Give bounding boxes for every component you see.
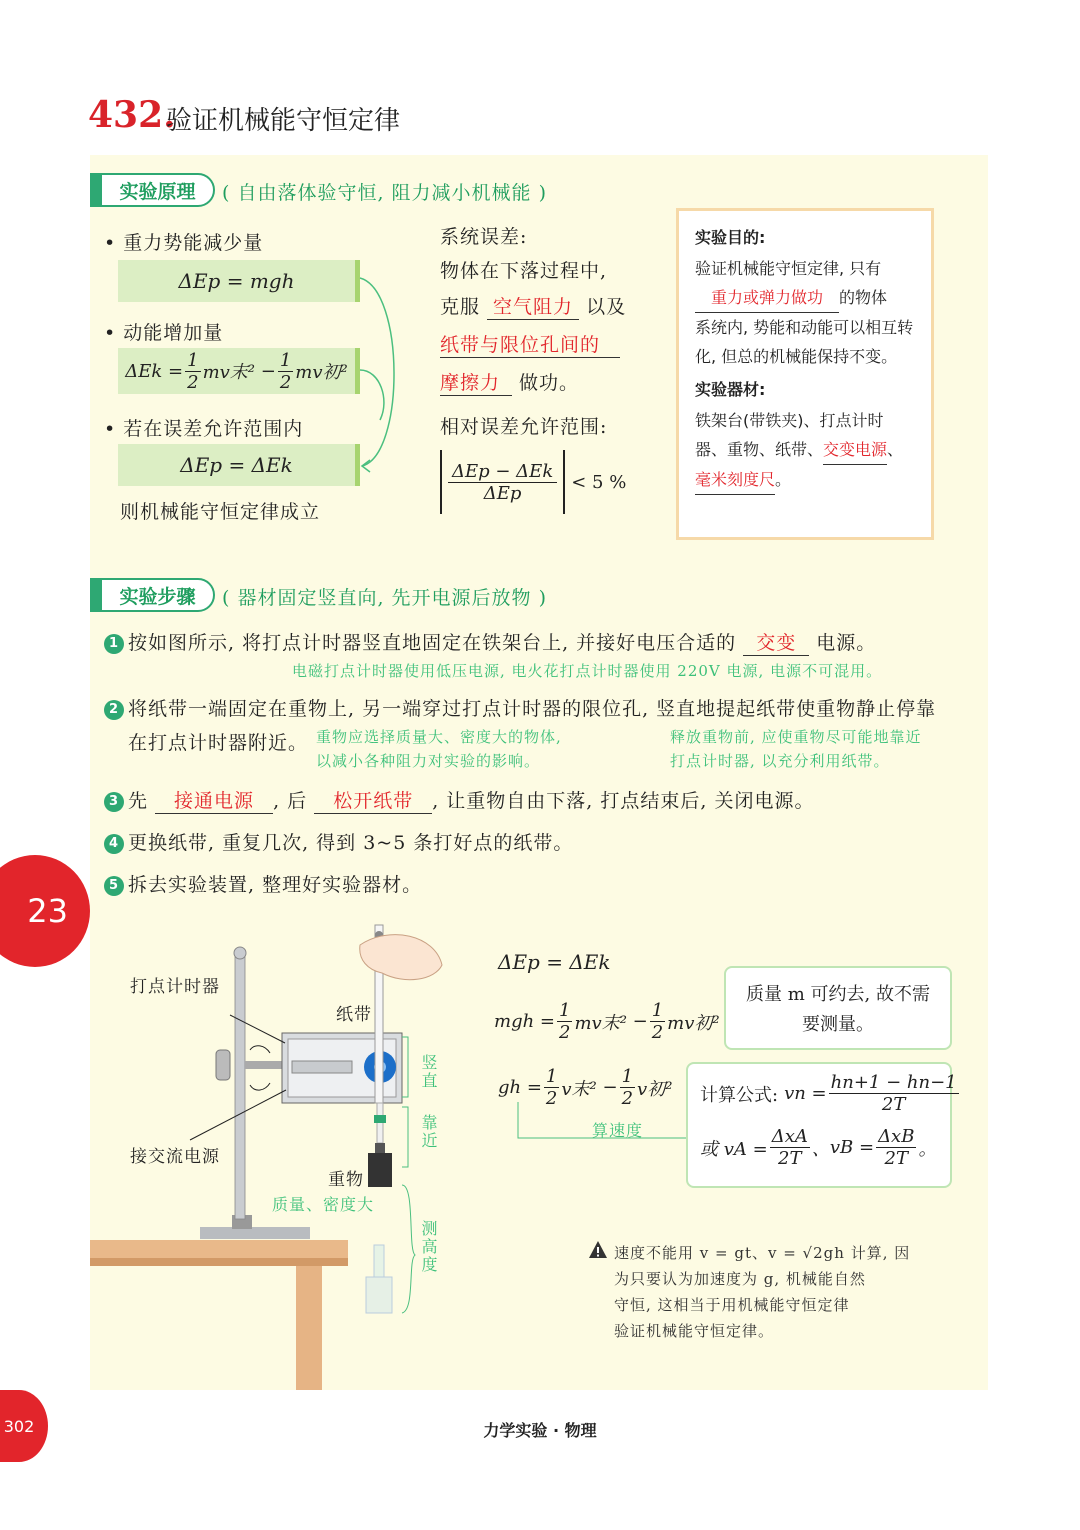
- label-near: 靠近: [419, 1114, 438, 1150]
- calc-eq-g: gh = $\frac{1}{2}$ v末² − $\frac{1}{2}$ v初²: [498, 1066, 673, 1109]
- half-fraction-2: $\frac{1}{2}$: [279, 349, 292, 393]
- steps-tag-bar: [90, 578, 100, 612]
- range-numerator: ΔEp − ΔEk: [448, 461, 557, 483]
- formula-vn: 计算公式: vn = $\frac{hn+1 - hn-1}{2T}$: [700, 1072, 957, 1115]
- label-tape: 纸带: [336, 1005, 372, 1025]
- step-2-note-2b: 打点计时器, 以充分利用纸带。: [670, 752, 890, 770]
- goal-heading: 实验目的:: [695, 228, 766, 247]
- eq-kinetic-v2: mv初²: [295, 362, 348, 383]
- page-number: 302: [3, 1416, 35, 1436]
- blank-friction: 摩擦力: [440, 368, 512, 396]
- step-1: 1 按如图所示, 将打点计时器竖直地固定在铁架台上, 并接好电压合适的 交变 电源。: [104, 628, 876, 656]
- g-half: $\frac{1}{2}$: [545, 1066, 558, 1109]
- blank-air-resistance: 空气阻力: [487, 292, 579, 320]
- step-2b: 在打点计时器附近。: [128, 732, 309, 754]
- label-power: 接交流电源: [130, 1147, 220, 1167]
- mass-half: $\frac{1}{2}$: [559, 1000, 571, 1043]
- g-half-2: $\frac{1}{2}$: [621, 1066, 634, 1109]
- bullet-potential: • 重力势能减少量: [104, 232, 264, 254]
- principle-note: ( 自由落体验守恒, 阻力减小机械能 ): [222, 182, 547, 204]
- label-vertical: 竖直: [419, 1054, 438, 1090]
- step-2-number: 2: [104, 700, 124, 720]
- step-4: 4 更换纸带, 重复几次, 得到 3~5 条打好点的纸带。: [104, 828, 573, 855]
- vn-fraction: $\frac{hn+1 - hn-1}{2T}$: [830, 1072, 957, 1115]
- equipment-heading: 实验器材:: [695, 380, 766, 399]
- blank-only-gravity: 重力或弹力做功: [695, 283, 839, 313]
- chapter-number: 23: [27, 892, 68, 930]
- error-line1: 物体在下落过程中,: [440, 260, 608, 282]
- step-2-note-1b: 以减小各种阻力对实验的影响。: [316, 752, 541, 770]
- eq-potential: ΔEp = mgh: [118, 260, 360, 302]
- formula-va-vb: 或 vA = $\frac{\text{ΔxA}}{2T}$ 、 vB = $\frac{\text{ΔxB}}{2T}$ 。: [700, 1126, 937, 1169]
- calc-eq-mass: mgh = $\frac{1}{2}$ mv末² − $\frac{1}{2}$ mv初²: [494, 1000, 720, 1043]
- g-v1: v末²: [561, 1078, 597, 1100]
- eq-kinetic-left: ΔEk =: [125, 360, 184, 382]
- blank-release: 松开纸带: [314, 786, 432, 814]
- chapter-tab: [0, 855, 90, 967]
- label-weight-note: 质量、密度大: [272, 1195, 375, 1214]
- vb-fraction: $\frac{\text{ΔxB}}{2T}$: [878, 1126, 915, 1169]
- blank-ac-power: 交变电源: [823, 435, 887, 465]
- error-line3: [440, 330, 620, 358]
- eq-kinetic-v1: mv末²: [202, 362, 256, 383]
- blank-tape-friction: 纸带与限位孔间的: [440, 330, 620, 358]
- step-5: 5 拆去实验装置, 整理好实验器材。: [104, 870, 422, 897]
- steps-tag: 实验步骤: [100, 578, 215, 612]
- range-title: 相对误差允许范围:: [440, 416, 608, 438]
- label-weight: 重物: [328, 1170, 364, 1190]
- range-limit: < 5 %: [571, 471, 627, 493]
- calc-eq-top: ΔEp = ΔEk: [498, 950, 611, 974]
- step-3: 3 先 接通电源 , 后 松开纸带 , 让重物自由下落, 打点结束后, 关闭电源。: [104, 786, 814, 814]
- mass-note: 质量 m 可约去, 故不需要测量。: [746, 984, 930, 1035]
- step-3-number: 3: [104, 792, 124, 812]
- footer-title: 力学实验 · 物理: [483, 1421, 597, 1440]
- eq-kinetic: ΔEk = $\frac{1}{2}$ mv末² − $\frac{1}{2}$ mv初²: [118, 348, 360, 394]
- label-timer: 打点计时器: [130, 977, 220, 997]
- step-5-number: 5: [104, 876, 124, 896]
- blank-ac: 交变: [743, 628, 809, 656]
- range-denominator: ΔEp: [483, 482, 522, 504]
- goal-text: 验证机械能守恒定律, 只有 重力或弹力做功 的物体 系统内, 势能和动能可以相互转化, 但总的机械能保持不变。: [695, 259, 914, 366]
- blank-turn-on: 接通电源: [155, 786, 273, 814]
- step-1-number: 1: [104, 634, 124, 654]
- warning-icon: [588, 1240, 608, 1260]
- mass-v1: mv末²: [574, 1012, 627, 1034]
- conclusion: 则机械能守恒定律成立: [120, 501, 321, 523]
- connector-arcs: [350, 270, 410, 480]
- bullet-kinetic: • 动能增加量: [104, 322, 224, 344]
- mass-v2: mv初²: [667, 1012, 720, 1034]
- step-2-note-2a: 释放重物前, 应使重物尽可能地靠近: [670, 728, 922, 746]
- range-formula: [440, 450, 626, 514]
- mass-note-box: [724, 966, 952, 1050]
- eq-equal: ΔEp = ΔEk: [118, 444, 360, 486]
- step-2-note-1a: 重物应选择质量大、密度大的物体,: [316, 728, 562, 746]
- label-height: 测高度: [419, 1220, 438, 1274]
- mass-half-2: $\frac{1}{2}$: [651, 1000, 664, 1043]
- step-4-number: 4: [104, 834, 124, 854]
- warning-text: 速度不能用 v = gt、v = √2gh 计算, 因 为只要认为加速度为 g, 机械能自然 守恒, 这相当于用机械能守恒定律 验证机械能守恒定律。: [614, 1244, 911, 1340]
- va-fraction: $\frac{\text{ΔxA}}{2T}$: [771, 1126, 808, 1169]
- section-number: 432.: [88, 94, 176, 136]
- principle-tag: 实验原理: [100, 173, 215, 207]
- bullet-condition: • 若在误差允许范围内: [104, 418, 304, 440]
- error-line2: 克服 空气阻力 以及: [440, 292, 626, 320]
- blank-ruler: 毫米刻度尺: [695, 465, 775, 495]
- speed-note: 算速度: [592, 1121, 644, 1140]
- step-1-note: 电磁打点计时器使用低压电源, 电火花打点计时器使用 220V 电源, 电源不可混用。: [292, 662, 883, 680]
- half-fraction: $\frac{1}{2}$: [187, 349, 199, 393]
- g-v2: v初²: [637, 1078, 673, 1100]
- goal-box: [676, 208, 934, 540]
- steps-note: ( 器材固定竖直向, 先开电源后放物 ): [222, 587, 547, 609]
- error-title: 系统误差:: [440, 226, 528, 248]
- principle-tag-bar: [90, 173, 100, 207]
- error-line4: 摩擦力 做功。: [440, 368, 579, 396]
- step-2a: 2 将纸带一端固定在重物上, 另一端穿过打点计时器的限位孔, 竖直地提起纸带使重物静止停靠: [104, 694, 936, 721]
- equipment-text: 铁架台(带铁夹)、打点计时器、重物、纸带、交变电源、毫米刻度尺。: [695, 406, 915, 495]
- page-title: 验证机械能守恒定律: [166, 106, 401, 136]
